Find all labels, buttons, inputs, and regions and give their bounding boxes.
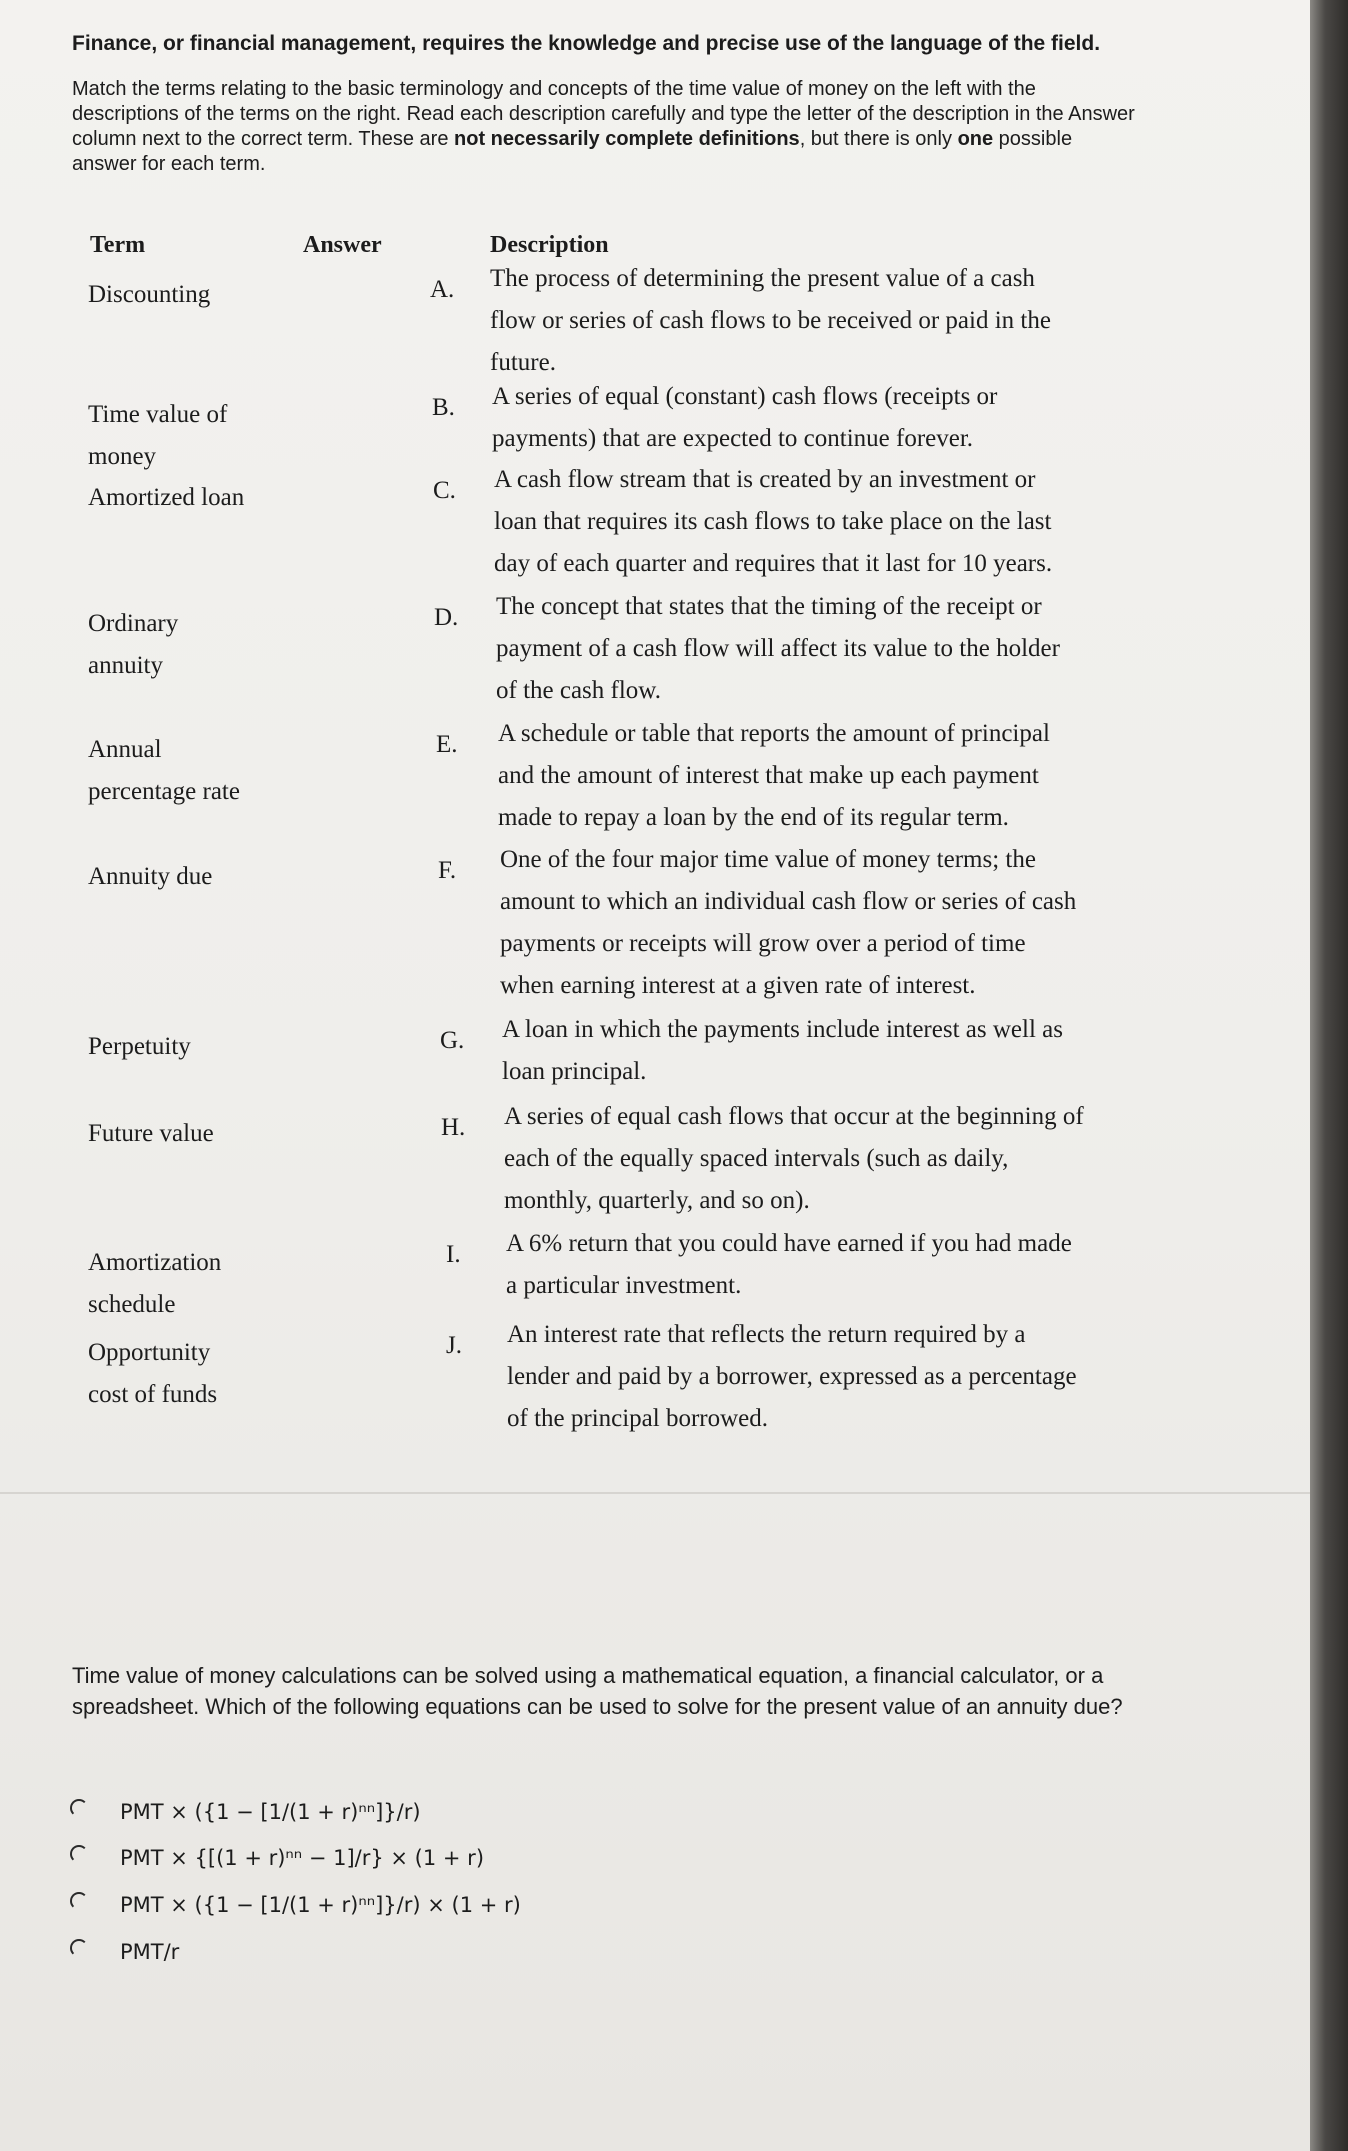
description-f bbox=[500, 839, 1180, 1007]
column-header-description: Description bbox=[490, 232, 609, 258]
answer-input-time-value-of-money[interactable] bbox=[296, 400, 416, 438]
description-h bbox=[504, 1096, 1184, 1222]
description-line: One of the four major time value of money terms; the bbox=[500, 846, 1036, 873]
term-line: percentage rate bbox=[88, 778, 240, 805]
radio-button[interactable] bbox=[70, 1845, 88, 1863]
description-letter: B. bbox=[432, 394, 455, 421]
description-line: future. bbox=[490, 349, 556, 376]
description-i bbox=[506, 1223, 1186, 1307]
description-line: A 6% return that you could have earned if you had made bbox=[506, 1230, 1072, 1257]
answer-input-perpetuity[interactable] bbox=[296, 1032, 416, 1070]
description-letter: A. bbox=[430, 276, 455, 303]
description-line: An interest rate that reflects the return required by a bbox=[507, 1321, 1026, 1348]
term-amortization-schedule bbox=[88, 1242, 328, 1326]
description-line: The process of determining the present value of a cash bbox=[490, 265, 1035, 292]
description-line: a particular investment. bbox=[506, 1272, 742, 1299]
description-letter: F. bbox=[438, 857, 457, 884]
answer-input-ordinary-annuity[interactable] bbox=[296, 609, 416, 647]
answer-input-amortized-loan[interactable] bbox=[296, 483, 416, 521]
term-line: schedule bbox=[88, 1291, 176, 1318]
description-letter: D. bbox=[434, 604, 459, 631]
description-j bbox=[507, 1314, 1187, 1440]
answer-option-4[interactable] bbox=[70, 1932, 179, 1972]
description-line: and the amount of interest that make up each payment bbox=[498, 762, 1039, 789]
description-line: A schedule or table that reports the amount of principal bbox=[498, 720, 1050, 747]
description-line: flow or series of cash flows to be received or paid in the bbox=[490, 307, 1051, 334]
answer-input-annual-percentage-rate[interactable] bbox=[296, 735, 416, 773]
description-letter: G. bbox=[440, 1027, 465, 1054]
term-line: Ordinary bbox=[88, 610, 179, 637]
instructions-bold-1: not necessarily complete definitions bbox=[454, 128, 800, 150]
description-g bbox=[502, 1009, 1182, 1093]
term-line: Future value bbox=[88, 1120, 214, 1147]
answer-input-opportunity-cost-of-funds[interactable] bbox=[296, 1338, 416, 1376]
column-header-term: Term bbox=[90, 232, 146, 258]
term-line: Opportunity bbox=[88, 1339, 211, 1366]
description-line: loan that requires its cash flows to take place on the last bbox=[494, 508, 1052, 535]
description-line: made to repay a loan by the end of its regular term. bbox=[498, 804, 1009, 831]
description-letter: J. bbox=[446, 1332, 462, 1359]
description-line: of the cash flow. bbox=[496, 677, 661, 704]
description-line: payments) that are expected to continue forever. bbox=[492, 425, 974, 452]
answer-input-discounting[interactable] bbox=[296, 280, 416, 318]
term-perpetuity bbox=[88, 1026, 328, 1068]
description-line: monthly, quarterly, and so on). bbox=[504, 1187, 810, 1214]
term-future-value bbox=[88, 1113, 328, 1155]
term-line: cost of funds bbox=[88, 1381, 218, 1408]
description-line: when earning interest at a given rate of interest. bbox=[500, 972, 976, 999]
option-label: PMT × ({1 − [1/(1 + r)ⁿⁿ]}/r) × (1 + r) bbox=[120, 1893, 521, 1917]
description-letter: H. bbox=[441, 1114, 466, 1141]
description-line: A loan in which the payments include interest as well as bbox=[502, 1016, 1063, 1043]
column-header-answer: Answer bbox=[303, 232, 382, 258]
description-letter: I. bbox=[446, 1241, 461, 1268]
intro-instructions bbox=[72, 77, 1142, 177]
description-line: each of the equally spaced intervals (such as daily, bbox=[504, 1145, 1009, 1172]
description-line: amount to which an individual cash flow or series of cash bbox=[500, 888, 1077, 915]
radio-button[interactable] bbox=[70, 1939, 88, 1957]
answer-option-1[interactable] bbox=[70, 1792, 421, 1832]
description-c bbox=[494, 459, 1174, 585]
answer-input-amortization-schedule[interactable] bbox=[296, 1248, 416, 1286]
term-line: annuity bbox=[88, 652, 163, 679]
instructions-text-1: Match the terms relating to the basic terminology and concepts of the time value of money on the left with the descriptions of the terms on the right. Read each description carefully and type the letter of the description in the Answer column next to the correct term. These are bbox=[72, 78, 1135, 150]
description-a bbox=[490, 258, 1170, 384]
description-b bbox=[492, 376, 1172, 460]
term-line: Annuity due bbox=[88, 863, 213, 890]
option-label: PMT/r bbox=[120, 1940, 180, 1964]
intro-section bbox=[72, 30, 1142, 177]
description-line: day of each quarter and requires that it last for 10 years. bbox=[494, 550, 1053, 577]
intro-heading: Finance, or financial management, requires the knowledge and precise use of the language of the field. bbox=[72, 32, 1101, 55]
description-d bbox=[496, 586, 1176, 712]
option-label: PMT × {[(1 + r)ⁿⁿ − 1]/r} × (1 + r) bbox=[120, 1846, 485, 1870]
option-label: PMT × ({1 − [1/(1 + r)ⁿⁿ]}/r) bbox=[120, 1800, 421, 1824]
description-line: A series of equal cash flows that occur at the beginning of bbox=[504, 1103, 1084, 1130]
term-annual-percentage-rate bbox=[88, 729, 328, 813]
description-line: payment of a cash flow will affect its value to the holder bbox=[496, 635, 1060, 662]
term-amortized-loan bbox=[88, 477, 328, 519]
description-line: payments or receipts will grow over a period of time bbox=[500, 930, 1026, 957]
description-line: The concept that states that the timing of the receipt or bbox=[496, 593, 1042, 620]
instructions-bold-2: one bbox=[957, 128, 994, 150]
description-letter: C. bbox=[433, 477, 456, 504]
answer-option-3[interactable] bbox=[70, 1885, 521, 1925]
answer-input-future-value[interactable] bbox=[296, 1119, 416, 1157]
term-annuity-due bbox=[88, 856, 328, 898]
section-divider bbox=[0, 1492, 1310, 1494]
description-line: A series of equal (constant) cash flows (receipts or bbox=[492, 383, 998, 410]
term-discounting bbox=[88, 274, 328, 316]
description-line: of the principal borrowed. bbox=[507, 1405, 769, 1432]
description-e bbox=[498, 713, 1178, 839]
term-line: Amortization bbox=[88, 1249, 222, 1276]
term-line: Annual bbox=[88, 736, 162, 763]
answer-input-annuity-due[interactable] bbox=[296, 862, 416, 900]
term-line: Time value of bbox=[88, 401, 228, 428]
radio-button[interactable] bbox=[70, 1892, 88, 1910]
term-opportunity-cost-of-funds bbox=[88, 1332, 328, 1416]
page-edge-shadow bbox=[1310, 0, 1348, 2151]
term-line: Amortized loan bbox=[88, 484, 245, 511]
description-line: loan principal. bbox=[502, 1058, 647, 1085]
instructions-text-2: , but there is only bbox=[799, 128, 958, 150]
description-line: lender and paid by a borrower, expressed as a percentage bbox=[507, 1363, 1077, 1390]
description-line: A cash flow stream that is created by an investment or bbox=[494, 466, 1036, 493]
term-line: money bbox=[88, 443, 157, 470]
term-line: Discounting bbox=[88, 281, 211, 308]
instructions-text-3: possible answer for each term. bbox=[72, 128, 1073, 175]
description-letter: E. bbox=[436, 731, 458, 758]
term-line: Perpetuity bbox=[88, 1033, 191, 1060]
radio-button[interactable] bbox=[70, 1799, 88, 1817]
term-time-value-of-money bbox=[88, 394, 328, 478]
answer-option-2[interactable] bbox=[70, 1838, 484, 1878]
question-prompt: Time value of money calculations can be solved using a mathematical equation, a financial calculator, or a spreadsheet. Which of the following equations can be used to solve for the present value of an annuity due? bbox=[72, 1663, 1123, 1719]
term-ordinary-annuity bbox=[88, 603, 328, 687]
